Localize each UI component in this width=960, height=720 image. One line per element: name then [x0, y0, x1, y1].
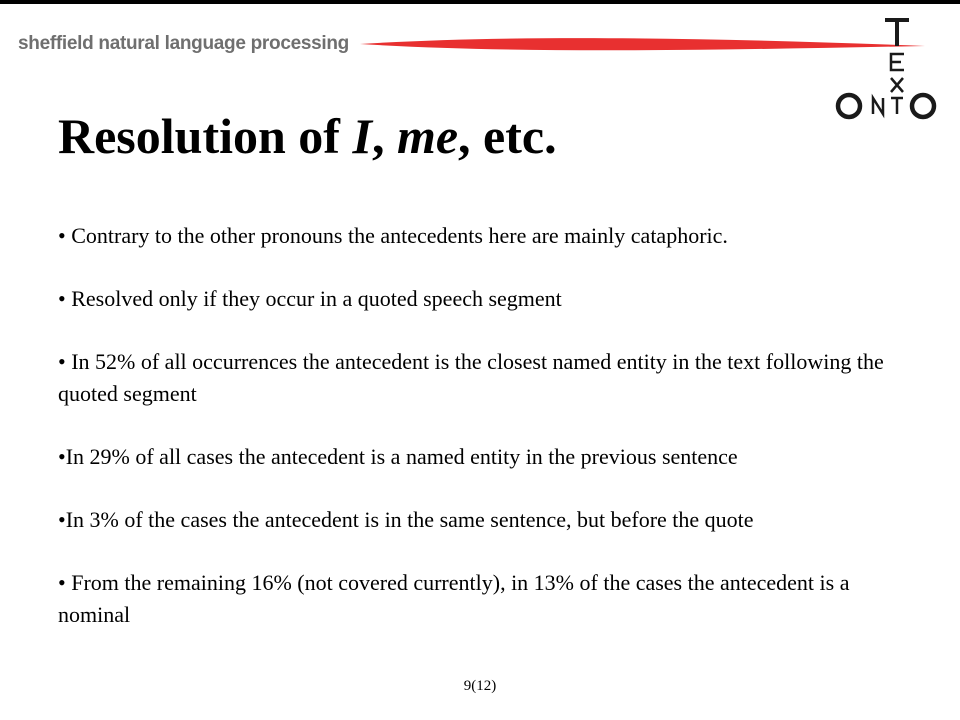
- logo-letter-o-left: [838, 95, 860, 117]
- logo-letter-t-small: [891, 98, 903, 114]
- bullet-item: •In 3% of the cases the antecedent is in the same sentence, but before the quote: [58, 507, 754, 532]
- logo-letter-e: [891, 54, 904, 70]
- title-italic-i: I: [352, 108, 372, 164]
- title-prefix: Resolution of: [58, 108, 353, 164]
- title-separator: ,: [371, 108, 397, 164]
- logo-letter-o-right: [912, 95, 934, 117]
- bullet-item: • Contrary to the other pronouns the antecedents here are mainly cataphoric.: [58, 223, 728, 248]
- logo-letter-n: [873, 98, 883, 114]
- bullet-item: •In 29% of all cases the antecedent is a named entity in the previous sentence: [58, 444, 738, 469]
- slide-title: [58, 106, 557, 166]
- title-suffix: , etc.: [458, 108, 557, 164]
- texto-onto-logo: [825, 8, 955, 123]
- bullet-item: • In 52% of all occurrences the antecedent is the closest named entity in the text following the quoted segment: [58, 349, 884, 406]
- bullet-item: • From the remaining 16% (not covered currently), in 13% of the cases the antecedent is a nominal: [58, 570, 850, 627]
- logo-letter-x: [891, 78, 903, 92]
- logo-letter-t-top: [885, 20, 909, 46]
- title-italic-me: me: [396, 108, 459, 164]
- header-brand-text: sheffield natural language processing: [18, 33, 349, 54]
- bullet-list: [58, 220, 908, 662]
- bullet-item: • Resolved only if they occur in a quoted speech segment: [58, 286, 562, 311]
- page-number: 9(12): [463, 678, 497, 694]
- top-border: [0, 0, 960, 4]
